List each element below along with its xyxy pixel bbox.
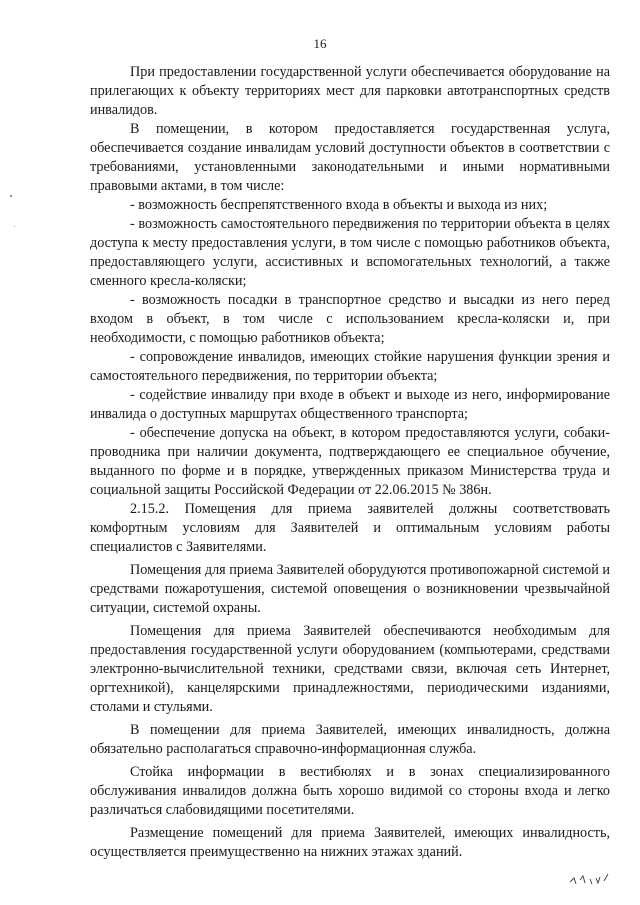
list-item: - содействие инвалиду при входе в объект и выходе из него, информирование инвалида о доступных маршрутах общественного транспорта;: [90, 387, 610, 422]
page-number: 16: [313, 36, 327, 51]
list-item: - сопровождение инвалидов, имеющих стойкие нарушения функции зрения и самостоятельного передвижения, по территории объекта;: [90, 349, 610, 384]
list-item: - возможность самостоятельного передвижения по территории объекта в целях доступа к месту предоставления услуги, в том числе с помощью работников объекта, предоставляющего услуги, ассистивных и вспомогательных технологий, а также сменного кресла-коляски;: [90, 216, 610, 289]
paragraph: При предоставлении государственной услуги обеспечивается оборудование на прилегающих к объекту территориях мест для парковки автотранспортных средств инвалидов.: [90, 64, 610, 118]
list-item: - возможность посадки в транспортное средство и высадки из него перед входом в объект, в том числе с использованием кресла-коляски и, при необходимости, с помощью работников объекта;: [90, 292, 610, 346]
paragraph: Помещения для приема Заявителей обеспечиваются необходимым для предоставления государственной услуги оборудованием (компьютерами, средствами электронно-вычислительной техники, средствами связи, включая сеть Интернет, оргтехникой), канцелярскими принадлежностями, периодическими изданиями, столами и стульями.: [90, 623, 610, 715]
paragraph: В помещении, в котором предоставляется государственная услуга, обеспечивается создание инвалидам условий доступности объектов в соответствии с требованиями, установленными законодательными и иными нормативными правовыми актами, в том числе:: [90, 121, 610, 194]
signature-mark: [568, 866, 616, 890]
list-item: - обеспечение допуска на объект, в котором предоставляются услуги, собаки-проводника при наличии документа, подтверждающего ее специальное обучение, выданного по форме и в порядке, утвержденных приказом Министерства труда и социальной защиты Российской Федерации от 22.06.2015 № 386н.: [90, 425, 610, 498]
paragraph: Размещение помещений для приема Заявителей, имеющих инвалидность, осуществляется преимущественно на нижних этажах зданий.: [90, 825, 610, 860]
document-body: [90, 63, 610, 866]
paragraph: Стойка информации в вестибюлях и в зонах специализированного обслуживания инвалидов должна быть хорошо видимой со стороны входа и легко различаться слабовидящими посетителями.: [90, 764, 610, 818]
margin-mark: [10, 195, 12, 197]
paragraph: 2.15.2. Помещения для приема заявителей должны соответствовать комфортным условиям для Заявителей и оптимальным условиям работы специалистов с Заявителями.: [90, 501, 610, 555]
margin-mark: [14, 226, 15, 227]
paragraph: В помещении для приема Заявителей, имеющих инвалидность, должна обязательно располагаться справочно-информационная служба.: [90, 722, 610, 757]
paragraph: Помещения для приема Заявителей оборудуются противопожарной системой и средствами пожаротушения, системой оповещения о возникновении чрезвычайной ситуации, системой охраны.: [90, 562, 610, 616]
list-item: - возможность беспрепятственного входа в объекты и выхода из них;: [130, 197, 548, 213]
